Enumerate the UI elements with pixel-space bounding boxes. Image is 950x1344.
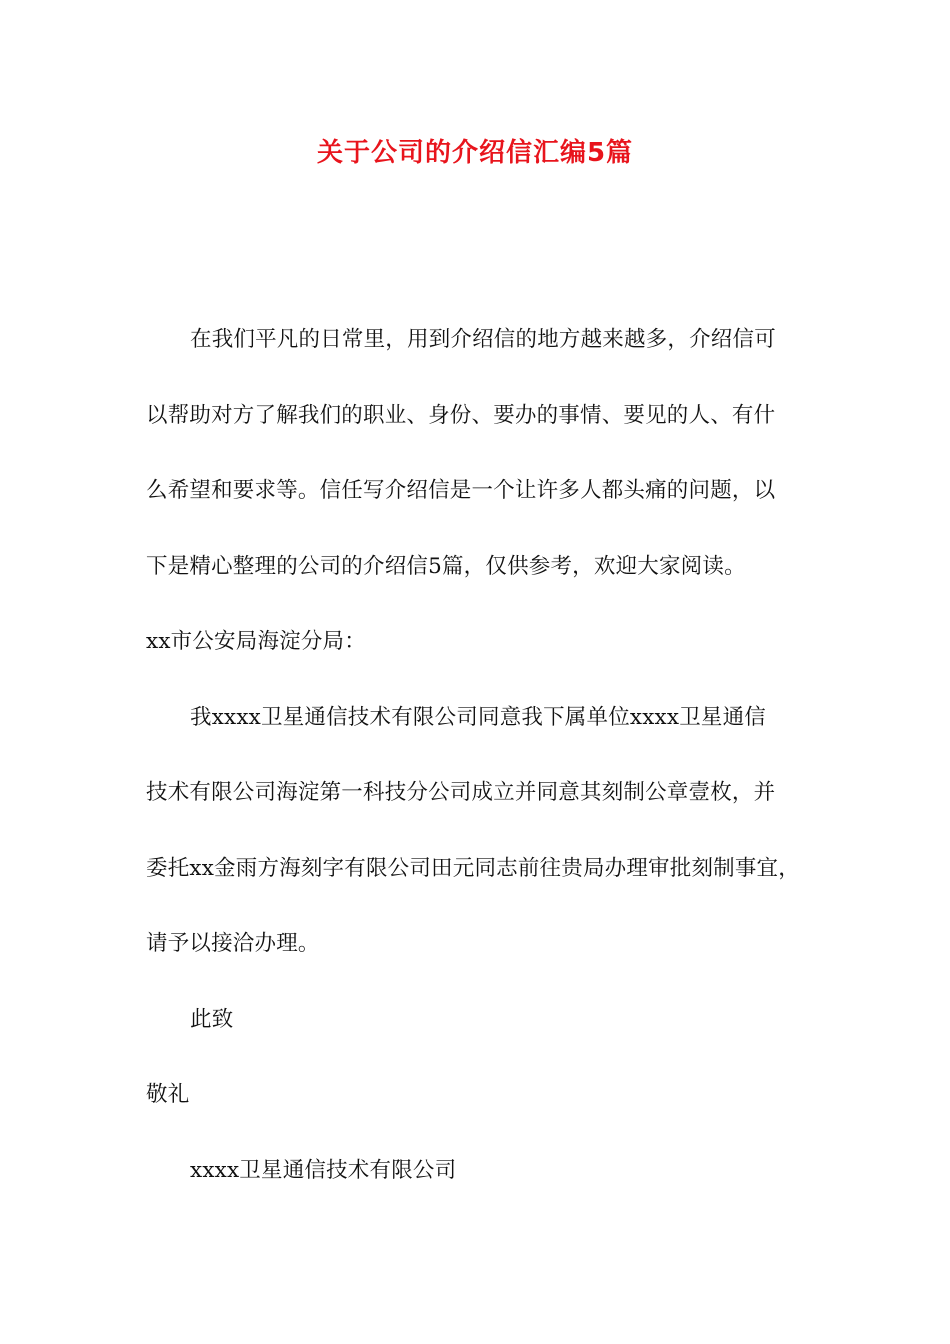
intro-paragraph-line-1: 在我们平凡的日常里，用到介绍信的地方越来越多，介绍信可 xyxy=(190,327,776,352)
document-body xyxy=(146,322,806,1228)
letter-closing-1: 此致 xyxy=(190,1006,234,1032)
letter-body-line-4: 请予以接洽办理。 xyxy=(146,931,320,956)
letter-body-line-2: 技术有限公司海淀第一科技分公司成立并同意其刻制公章壹枚，并 xyxy=(146,780,776,805)
document-title: 关于公司的介绍信汇编5篇 xyxy=(316,138,634,168)
letter-signature: xxxx卫星通信技术有限公司 xyxy=(190,1157,457,1183)
intro-paragraph-line-3: 么希望和要求等。信任写介绍信是一个让许多人都头痛的问题，以 xyxy=(146,478,776,503)
intro-paragraph-line-2: 以帮助对方了解我们的职业、身份、要办的事情、要见的人、有什 xyxy=(146,402,776,428)
letter-body-line-1: 我xxxx卫星通信技术有限公司同意我下属单位xxxx卫星通信 xyxy=(190,704,767,730)
intro-paragraph-line-4: 下是精心整理的公司的介绍信5篇，仅供参考，欢迎大家阅读。 xyxy=(146,553,746,579)
letter-body-line-3: 委托xx金雨方海刻字有限公司田元同志前往贵局办理审批刻制事宜， xyxy=(146,855,800,881)
letter-salutation: xx市公安局海淀分局： xyxy=(146,629,366,654)
letter-closing-2: 敬礼 xyxy=(146,1082,190,1107)
